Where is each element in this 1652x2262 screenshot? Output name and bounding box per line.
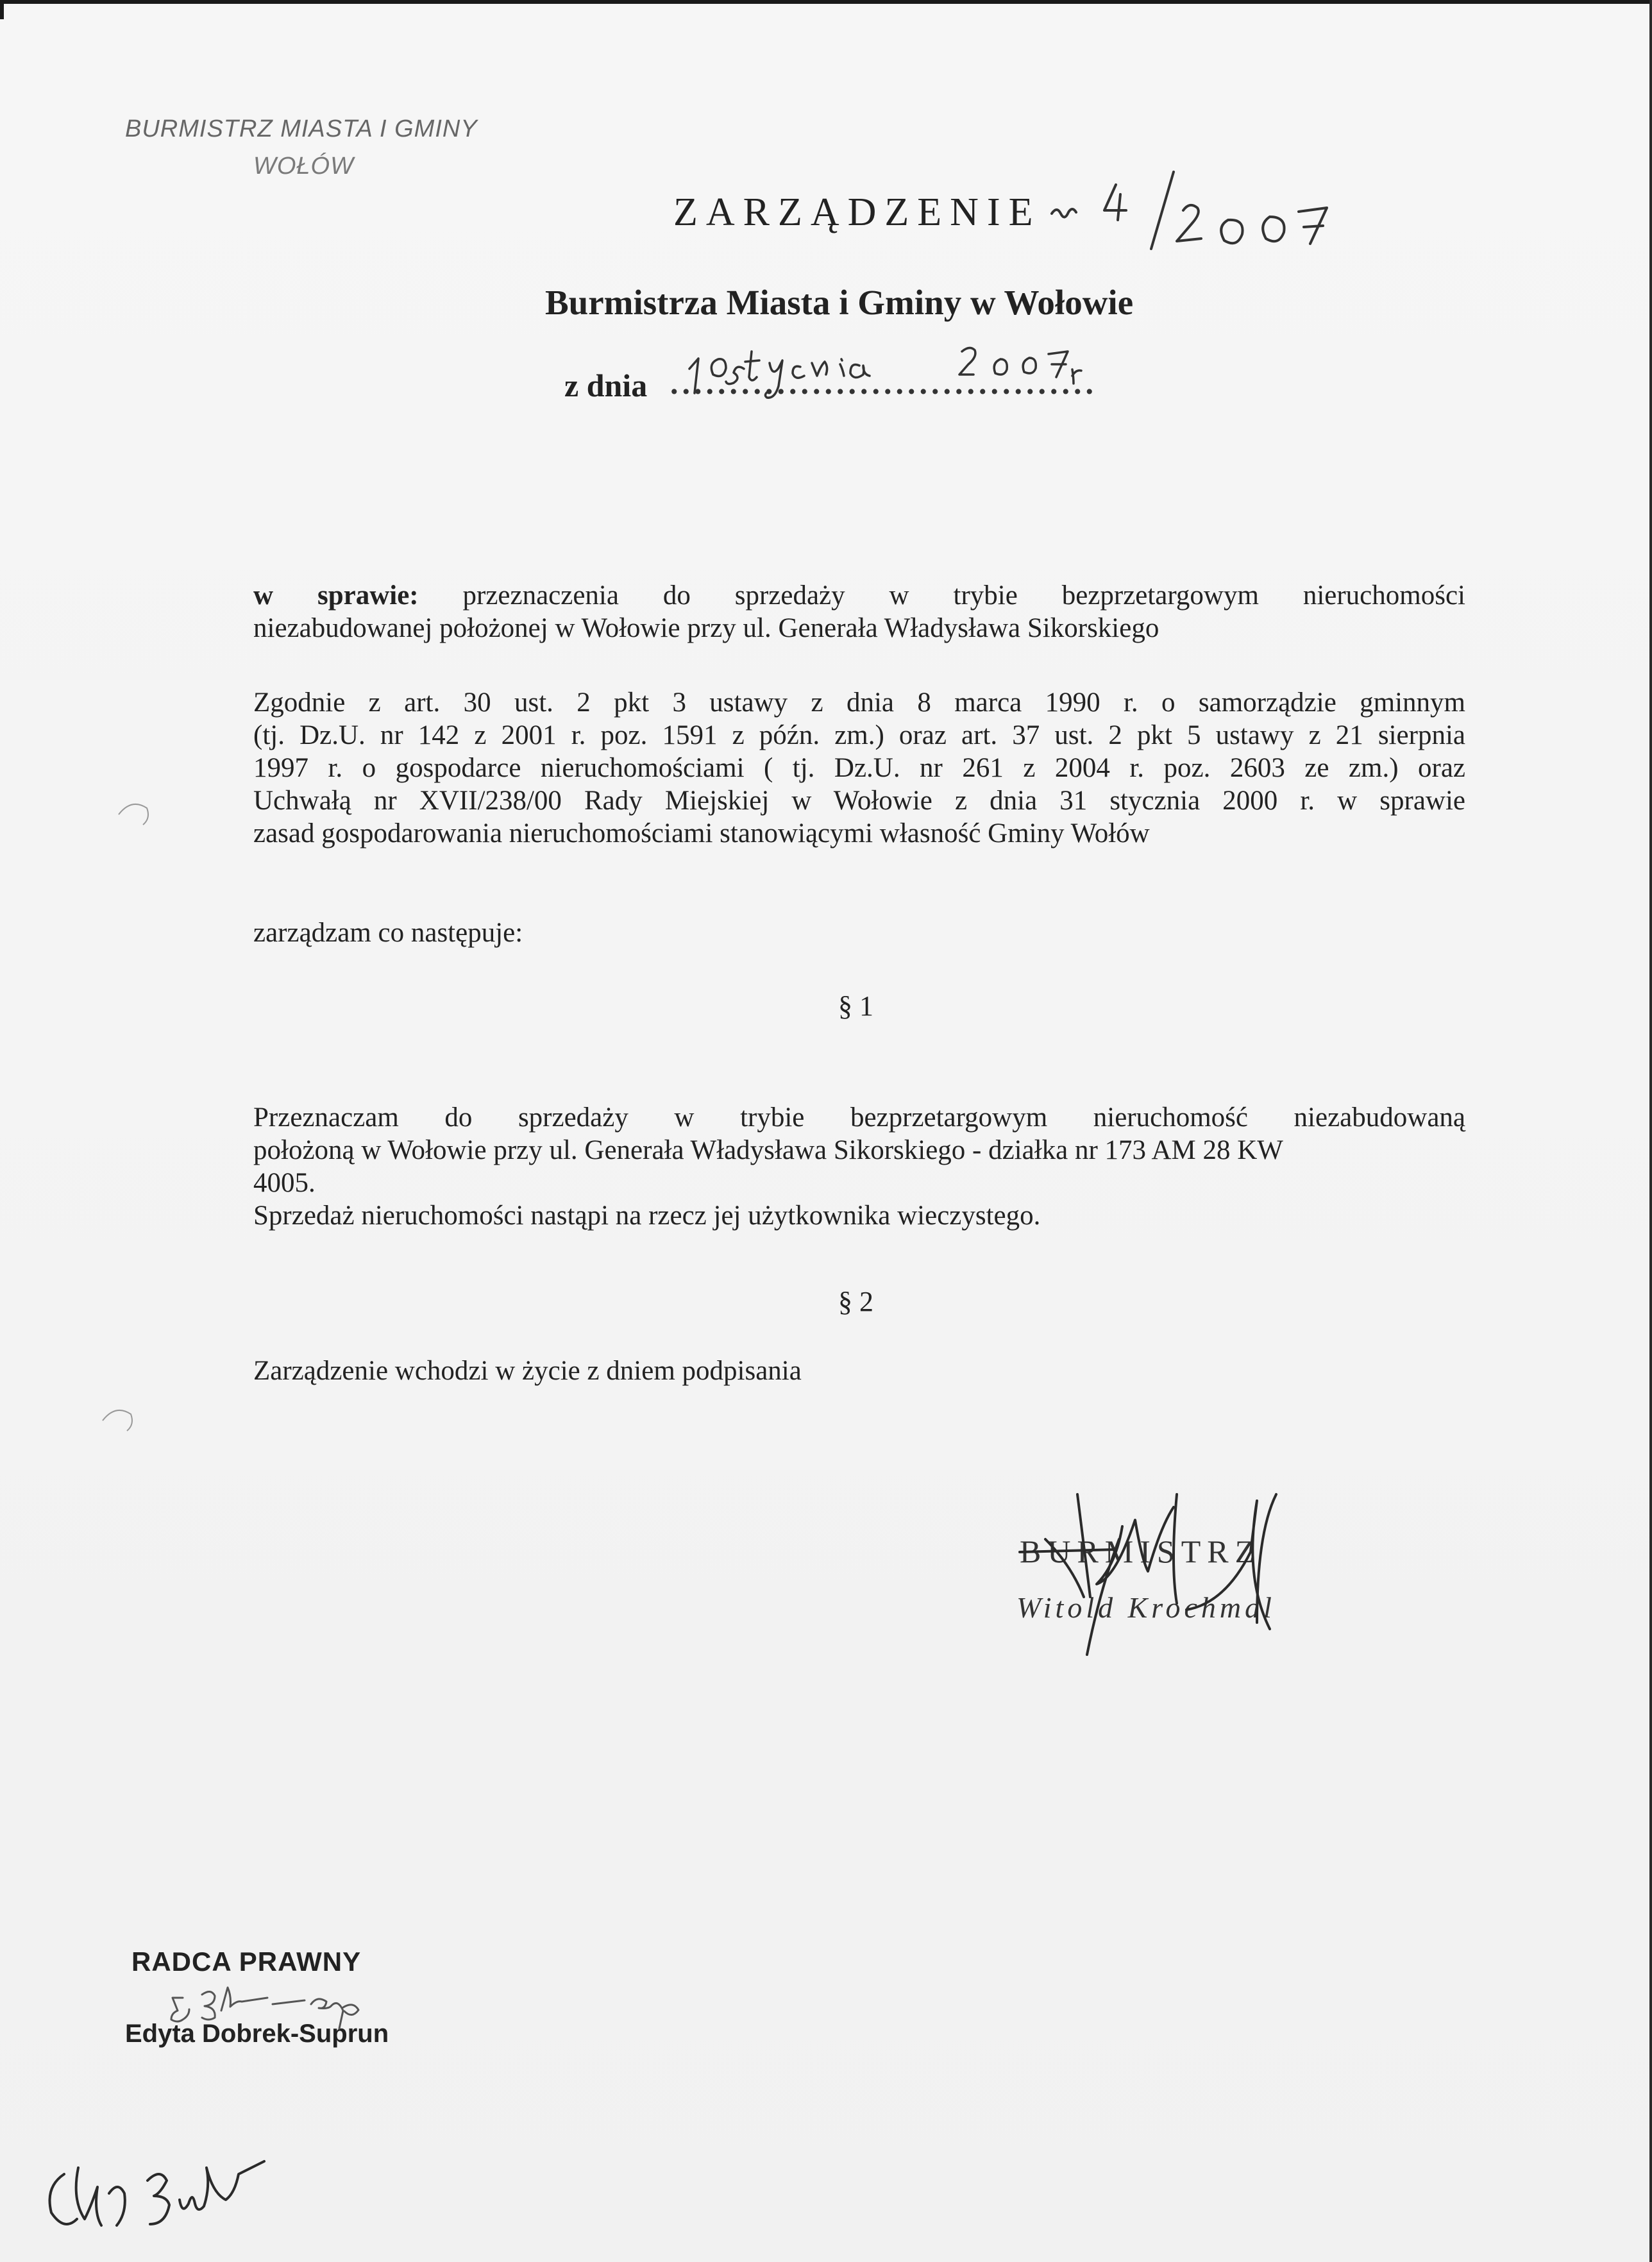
subject-line-1 (253, 579, 1465, 612)
handwritten-date (680, 333, 1154, 404)
legal-basis-line: zasad gospodarowania nieruchomościami stanowiącymi własność Gminy Wołów (253, 818, 1150, 848)
legal-basis-line: Uchwałą nr XVII/238/00 Rady Miejskiej w Wołowie z dnia 31 stycznia 2000 r. w sprawie (253, 786, 1465, 816)
punch-hole-mark (96, 1401, 141, 1440)
section-2-paragraph: Zarządzenie wchodzi w życie z dniem podpisania (253, 1356, 802, 1386)
legal-basis-line: Zgodnie z art. 30 ust. 2 pkt 3 ustawy z dnia 8 marca 1990 r. o samorządzie gminnym (253, 688, 1465, 718)
signature-name: Witold Krochmal (1016, 1591, 1276, 1624)
date-dotted-line: .................................... (670, 365, 1097, 401)
subject-line-2: niezabudowanej położonej w Wołowie przy ul. Generała Władysława Sikorskiego (253, 613, 1159, 643)
header-stamp-line2: WOŁÓW (253, 153, 354, 180)
mayor-signature-scribble (1007, 1469, 1366, 1674)
order-phrase: zarządzam co następuje: (253, 918, 523, 948)
subject-prefix: w sprawie: (253, 580, 419, 611)
legal-counsel-title: RADCA PRAWNY (131, 1946, 362, 1977)
section-1-line: 4005. (253, 1168, 316, 1198)
header-stamp-line1: BURMISTRZ MIASTA I GMINY (125, 115, 478, 142)
signature-title: BURMISTRZ (1020, 1533, 1261, 1569)
scan-edge-right (1649, 0, 1652, 2262)
legal-counsel-signature (170, 1979, 439, 2036)
section-1-paragraph (253, 1101, 1465, 1232)
section-1-line: położoną w Wołowie przy ul. Generała Władysława Sikorskiego - działka nr 173 AM 28 KW (253, 1135, 1283, 1165)
scan-edge-top (0, 0, 1652, 4)
date-label: z dnia (564, 367, 648, 403)
scan-edge-left (0, 0, 4, 19)
legal-counsel-name: Edyta Dobrek-Suprun (125, 2020, 389, 2048)
legal-basis-paragraph (253, 686, 1465, 850)
legal-basis-line: 1997 r. o gospodarce nieruchomościami ( tj. Dz.U. nr 261 z 2004 r. poz. 2603 ze zm.) oraz (253, 753, 1465, 783)
section-1-mark: § 1 (838, 990, 873, 1022)
header-stamp (125, 110, 478, 185)
subject-paragraph (253, 579, 1465, 645)
section-1-line: Sprzedaż nieruchomości nastąpi na rzecz jej użytkownika wieczystego. (253, 1201, 1041, 1231)
legal-basis-line: (tj. Dz.U. nr 142 z 2001 r. poz. 1591 z późn. zm.) oraz art. 37 ust. 2 pkt 5 ustawy z 21 sierpnia (253, 720, 1465, 750)
section-1-line: Przeznaczam do sprzedaży w trybie bezprzetargowym nieruchomość niezabudowaną (253, 1102, 1465, 1133)
document-title: ZARZĄDZENIE (673, 190, 1041, 234)
bottom-handwritten-initials (38, 2148, 308, 2238)
punch-hole-mark (112, 795, 157, 834)
document-subtitle: Burmistrza Miasta i Gminy w Wołowie (545, 283, 1134, 322)
subject-line-1-text: przeznaczenia do sprzedaży w trybie bezprzetargowym nieruchomości (462, 580, 1465, 611)
handwritten-number (1042, 165, 1350, 255)
section-2-mark: § 2 (838, 1286, 873, 1317)
